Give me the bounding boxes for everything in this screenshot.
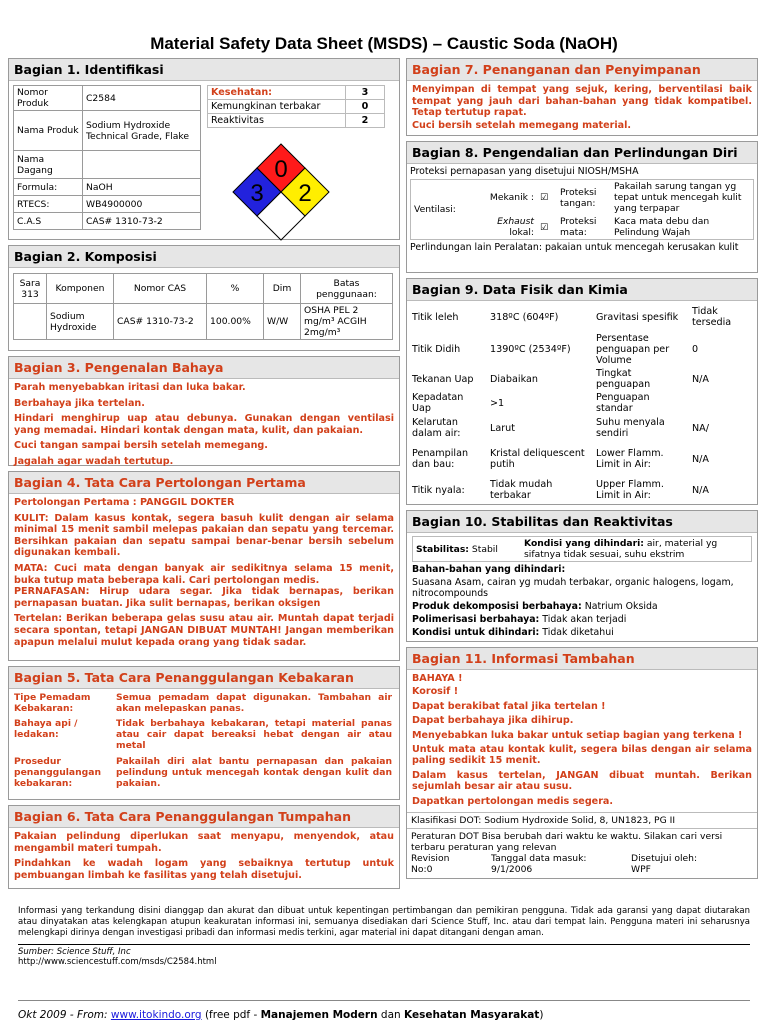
prop: Suhu menyala sendiri (596, 417, 665, 439)
text-line: PERNAFASAN: Hirup udara segar. Jika tidak bernapas, berikan pernapasan buatan. Jika sulit bernapas, berikan oksigen (14, 586, 394, 609)
text-line: Cuci tangan sampai bersih setelah memegang. (14, 440, 268, 452)
klasifikasi-dot: Klasifikasi DOT: Sodium Hydroxide Solid, 8, UN1823, PG II (411, 815, 676, 827)
stability-cell (413, 537, 522, 562)
produk-value: Natrium Oksida (584, 601, 658, 612)
poli-row (412, 614, 752, 625)
hazard-value: 2 (346, 114, 385, 128)
disclaimer: Informasi yang terkandung disini dianggap dan akurat dan dibuat untuk kepentingan pertimbangan dan pemikiran pengguna. Tidak ada garansi yang dapat diutarakan atau dinyatakan atas kelengkapan atupun keakuratan informasi ini, semuanya disediakan dari Science Stuff, Inc. atau dari tempat lain. Pengguna materi ini seharusnya melengkapi dirinya dengan investigasi pribadi dan informasi medis terkini, agar material ini dapat ditangani dengan aman. (18, 906, 750, 938)
section-header: Bagian 10. Stabilitas dan Reaktivitas (407, 511, 757, 533)
val: N/A (692, 453, 709, 465)
itokindo-link[interactable]: www.itokindo.org (110, 1009, 202, 1021)
value: C2584 (83, 86, 201, 111)
bahan-label: Bahan-bahan yang dihindari: (412, 564, 566, 575)
text-line: Menyebabkan luka bakar untuk setiap bagian yang terkena ! (412, 729, 743, 741)
label: C.A.S (14, 213, 83, 230)
section-body (407, 81, 757, 138)
okt-close: ) (539, 1009, 544, 1021)
stability-label: Stabilitas: (416, 543, 469, 555)
cell: Sodium Hydroxide (47, 304, 114, 340)
text-line: Pakaian pelindung diperlukan saat menyapu, menyendok, atau mengambil materi tumpah. (14, 831, 394, 854)
row-value: Pakailah diri alat bantu pernapasan dan pakaian pelindung untuk mencegah kontak dengan kulit dan pakaian. (116, 756, 392, 789)
val (689, 391, 755, 415)
text-line: MATA: Cuci mata dengan banyak air sedikitnya selama 15 menit, buka tutup mata beberapa kali. Cari pertolongan medis. (14, 562, 394, 586)
proteksi-tangan-label: Proteksi tangan: (560, 186, 597, 209)
tanggal-value: 9/1/2006 (491, 864, 533, 876)
diamond-top-value: 0 (274, 156, 288, 183)
kond2-value: Tidak diketahui (542, 627, 614, 638)
prop: Penampilan dan bau: (412, 448, 469, 470)
exhaust-cell (467, 215, 537, 240)
val: >1 (490, 397, 505, 409)
prop: Kelarutan dalam air: (412, 417, 461, 439)
hazard-label: Kesehatan: (208, 86, 346, 100)
okt-bold-1: Manajemen Modern (260, 1009, 378, 1021)
composition-table (13, 273, 393, 340)
val: Tidak mudah terbakar (490, 479, 553, 501)
section-header: Bagian 7. Penanganan dan Penyimpanan (407, 59, 757, 81)
identification-table (13, 85, 201, 230)
disetujui-label: Disetujui oleh: (631, 853, 698, 865)
tanggal-label: Tanggal data masuk: (491, 853, 587, 865)
prop: Tekanan Uap (412, 373, 474, 385)
text-line: Cuci bersih setelah memegang material. (412, 119, 632, 131)
stability-table (412, 536, 752, 562)
section-header: Bagian 4. Tata Cara Pertolongan Pertama (9, 472, 399, 494)
conditions-cell (521, 537, 752, 562)
prop: Kepadatan Uap (412, 392, 464, 414)
section-body (9, 494, 399, 655)
value: Sodium Hydroxide Technical Grade, Flake (83, 111, 201, 151)
conditions-value: air, material yg sifatnya tidak sesuai, suhu ekstrim (524, 538, 718, 560)
val: 1390ºC (2534ºF) (490, 343, 571, 355)
source-name: Sumber: Science Stuff, Inc (18, 947, 131, 957)
val: Diabaikan (490, 373, 538, 385)
text-line: Untuk mata atau kontak kulit, segera bilas dengan air selama paling sedikit 15 menit. (412, 744, 752, 767)
nfpa-diamond (231, 141, 331, 241)
section-header: Bagian 6. Tata Cara Penanggulangan Tumpahan (9, 806, 399, 828)
section-kebakaran (8, 666, 400, 800)
exhaust-label: Exhaust (497, 216, 534, 227)
prop: Upper Flamm. Limit in Air: (596, 479, 664, 501)
ventilasi-label: Ventilasi: (414, 204, 456, 215)
exhaust-checkbox[interactable]: ☑ (540, 221, 549, 233)
val: 0 (692, 343, 699, 355)
section-identifikasi (8, 58, 400, 240)
conditions-label: Kondisi yang dihindari: (524, 538, 644, 549)
kond2-row (412, 627, 752, 638)
col-header: Nomor CAS (114, 274, 207, 304)
section-body (9, 828, 399, 888)
section-body (407, 670, 757, 812)
okt-bold-2: Kesehatan Masyarakat (404, 1009, 540, 1021)
value (83, 151, 201, 179)
proteksi-tangan-value: Pakailah sarung tangan yg tepat untuk mencegah kulit yang terpapar (614, 181, 742, 214)
section-penyimpanan (406, 58, 758, 136)
proteksi-mata-value: Kaca mata debu dan Pelindung Wajah (614, 216, 710, 238)
revision-label: Revision (411, 853, 450, 865)
label: RTECS: (14, 196, 83, 213)
val: Kristal deliquescent putih (490, 448, 585, 470)
value: CAS# 1310-73-2 (83, 213, 201, 230)
okt-dan: dan (380, 1009, 401, 1021)
cell: OSHA PEL 2 mg/m³ ACGIH 2mg/m³ (301, 304, 393, 340)
row-label: Prosedur penanggulangan kebakaran: (14, 756, 101, 789)
text-line: Berbahaya jika tertelan. (14, 397, 145, 409)
text-line: Menyimpan di tempat yang sejuk, kering, berventilasi baik tempat yang jauh dari bahan-bahan yang tidak kompatibel. Tetap tertutup rapat. (412, 84, 752, 119)
prop: Persentase penguapan per Volume (596, 332, 670, 366)
label: Formula: (14, 179, 83, 196)
cell (14, 304, 47, 340)
val: 318ºC (604ºF) (490, 311, 559, 323)
section-header: Bagian 2. Komposisi (9, 246, 399, 268)
col-header: Komponen (47, 274, 114, 304)
row-label: Bahaya api / ledakan: (14, 718, 78, 740)
section-header: Bagian 1. Identifikasi (9, 59, 399, 81)
hazard-value: 0 (346, 100, 385, 114)
kond2-label: Kondisi untuk dihindari: (412, 627, 540, 638)
proteksi-mata-label: Proteksi mata: (560, 216, 597, 238)
left-column (8, 58, 400, 894)
intro-text: Proteksi pernapasan yang disetujui NIOSH/MSHA (410, 166, 639, 177)
cell: W/W (264, 304, 301, 340)
section-perlindungan-diri (406, 141, 758, 273)
diamond-right-value: 2 (298, 180, 312, 207)
cell: CAS# 1310-73-2 (114, 304, 207, 340)
revision-value: No:0 (411, 864, 433, 876)
prop: Titik Didih (412, 343, 461, 355)
section-data-fisik (406, 278, 758, 505)
section-stabilitas (406, 510, 758, 642)
poli-label: Polimerisasi berbahaya: (412, 614, 540, 625)
prop: Lower Flamm. Limit in Air: (596, 448, 664, 470)
footer-rule-bottom (18, 1000, 750, 1001)
page-title: Material Safety Data Sheet (MSDS) – Caustic Soda (NaOH) (150, 34, 618, 53)
fire-table (11, 691, 395, 793)
okt-free: (free pdf - (204, 1009, 258, 1021)
section-header: Bagian 5. Tata Cara Penanggulangan Kebakaran (9, 667, 399, 689)
hazard-value: 3 (346, 86, 385, 100)
label: Nomor Produk (14, 86, 83, 111)
text-line: Pertolongan Pertama : PANGGIL DOKTER (14, 497, 235, 508)
mekanik-checkbox[interactable]: ☑ (540, 192, 549, 203)
col-header: Sara 313 (14, 274, 47, 304)
physical-data-table (409, 303, 755, 503)
col-header: Batas penggunaan: (301, 274, 393, 304)
label: Nama Produk (14, 111, 83, 151)
section-header: Bagian 9. Data Fisik dan Kimia (407, 279, 757, 301)
poli-value: Tidak akan terjadi (542, 614, 627, 625)
value: WB4900000 (83, 196, 201, 213)
section-header: Bagian 11. Informasi Tambahan (407, 648, 757, 670)
row-label: Tipe Pemadam Kebakaran: (14, 692, 91, 714)
value: NaOH (83, 179, 201, 196)
prop: Tingkat penguapan (596, 368, 651, 390)
source-url[interactable]: http://www.sciencestuff.com/msds/C2584.html (18, 957, 217, 967)
val: Tidak tersedia (692, 306, 732, 328)
perlindungan-lain: Perlindungan lain Peralatan: pakaian untuk mencegah kerusakan kulit (410, 242, 739, 253)
row-value: Semua pemadam dapat digunakan. Tambahan air akan melepaskan panas. (116, 692, 392, 714)
stability-value: Stabil (471, 543, 498, 555)
prop: Gravitasi spesifik (596, 311, 679, 323)
right-column (406, 58, 758, 884)
text-line: Dapatkan pertolongan medis segera. (412, 795, 614, 807)
footer-rule (18, 944, 750, 945)
text-line: Parah menyebabkan iritasi dan luka bakar. (14, 382, 246, 393)
mekanik-colon: : (530, 192, 534, 203)
section-komposisi (8, 245, 400, 351)
revision-table (411, 853, 751, 875)
val: N/A (692, 373, 709, 385)
produk-row (412, 601, 752, 612)
bahan-value: Suasana Asam, cairan yg mudah terbakar, organic halogens, logam, nitrocompounds (412, 577, 734, 599)
text-line: Pindahkan ke wadah logam yang sebaiknya tertutup untuk pembuangan limbah ke fasilitas yang telah disetujui. (14, 858, 394, 881)
mekanik-cell (467, 180, 537, 216)
row-value: Tidak berbahaya kebakaran, tetapi material panas atau cair dapat bereaksi hebat dengan air atau metal (116, 718, 392, 751)
peraturan-dot: Peraturan DOT Bisa berubah dari waktu ke waktu. Silakan cari versi terbaru peraturan yang relevan (411, 831, 723, 854)
text-line: BAHAYA ! (412, 673, 463, 684)
protection-table (410, 179, 754, 240)
val: Larut (490, 422, 516, 434)
text-line: Dalam kasus tertelan, JANGAN dibuat muntah. Berikan sejumlah besar air atau susu. (412, 769, 752, 793)
label: Nama Dagang (14, 151, 83, 179)
footer-credit (18, 1009, 543, 1021)
col-header: Dim (264, 274, 301, 304)
text-line: Korosif ! (412, 686, 459, 698)
hazard-ratings (207, 85, 385, 128)
source-block (18, 947, 217, 967)
prop: Titik leleh (412, 311, 459, 323)
prop: Penguapan standar (596, 392, 650, 414)
produk-label: Produk dekomposisi berbahaya: (412, 601, 582, 612)
cell: 100.00% (207, 304, 264, 340)
section-body (9, 379, 399, 475)
prop: Titik nyala: (412, 484, 465, 496)
diamond-left-value: 3 (250, 180, 264, 207)
disetujui-value: WPF (631, 864, 651, 876)
mekanik-label: Mekanik (489, 192, 528, 203)
text-line: KULIT: Dalam kasus kontak, segera basuh kulit dengan air selama minimal 15 menit sambil melepas pakaian dan sepatu yang tercemar. Bersihkan pakaian dan sepatu sampai benar-benar bersih sebelum digunakan kembali. (14, 512, 394, 559)
section-pengenalan-bahaya (8, 356, 400, 466)
val: N/A (692, 484, 709, 496)
text-line: Jagalah agar wadah tertutup. (14, 455, 174, 467)
text-line: Tertelan: Berikan beberapa gelas susu atau air. Muntah dapat terjadi secara spontan, tetapi JANGAN DIBUAT MUNTAH! Jangan memberikan apapun melalui mulut kepada orang yang tidak sadar. (14, 613, 394, 648)
hazard-label: Reaktivitas (208, 114, 346, 128)
col-header: % (207, 274, 264, 304)
hazard-label: Kemungkinan terbakar (208, 100, 346, 114)
okt-prefix: Okt 2009 - From: (18, 1009, 108, 1021)
lokal-label: lokal: (509, 227, 534, 238)
section-header: Bagian 8. Pengendalian dan Perlindungan Diri (407, 142, 757, 164)
section-tumpahan (8, 805, 400, 889)
text-line: Dapat berbahaya jika dihirup. (412, 715, 574, 727)
section-header: Bagian 3. Pengenalan Bahaya (9, 357, 399, 379)
val: NA/ (692, 422, 709, 434)
text-line: Hindari menghirup uap atau debunya. Gunakan dengan ventilasi yang memadai. Hindari kontak dengan mata, kulit, dan pakaian. (14, 413, 394, 436)
text-line: Dapat berakibat fatal jika tertelan ! (412, 700, 606, 712)
section-pertolongan-pertama (8, 471, 400, 661)
section-informasi-tambahan (406, 647, 758, 879)
